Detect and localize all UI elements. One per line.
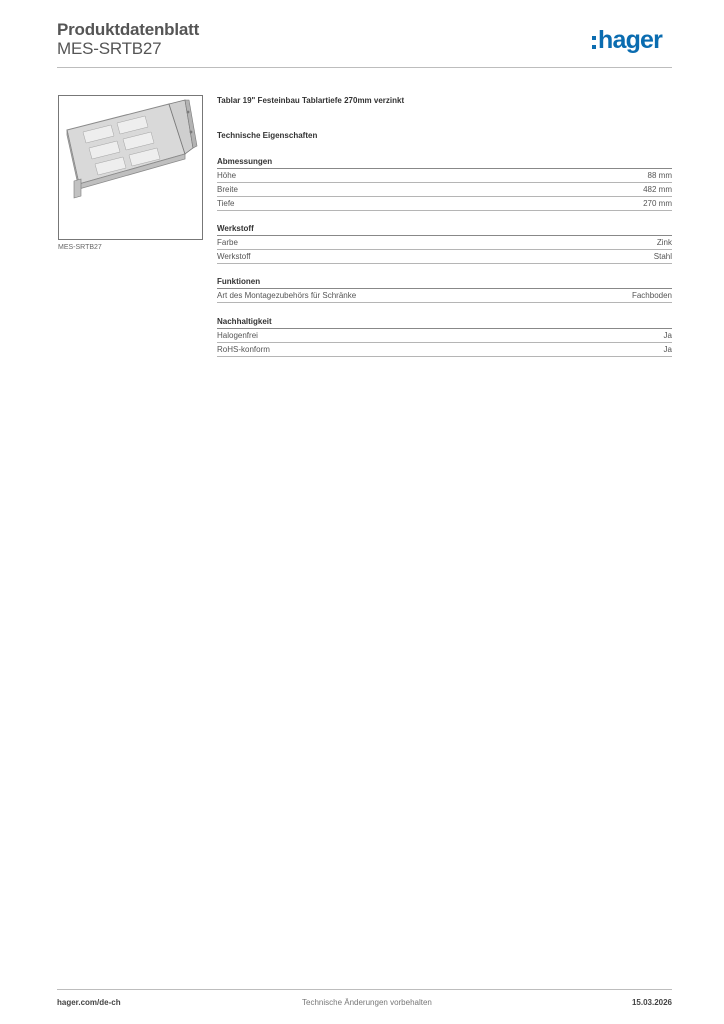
spec-label: Breite: [217, 185, 238, 194]
spec-row: [217, 329, 672, 343]
section-title-dimensions: Abmessungen: [217, 157, 273, 166]
header-divider: [57, 67, 672, 68]
spec-label: Werkstoff: [217, 252, 251, 261]
shelf-illustration-icon: [59, 96, 202, 239]
spec-label: Tiefe: [217, 199, 235, 208]
spec-row: [217, 169, 672, 183]
spec-value: 482 mm: [643, 185, 672, 194]
spec-value: Fachboden: [631, 291, 672, 300]
section-title-functions: Funktionen: [217, 277, 261, 286]
footer-website-link[interactable]: hager.com/de-ch: [57, 998, 121, 1007]
spec-label: Art des Montagezubehörs für Schränke: [217, 291, 357, 300]
spec-row: [217, 183, 672, 197]
page-title: Produktdatenblatt: [57, 20, 200, 39]
spec-value: 88 mm: [647, 171, 672, 180]
spec-row: [217, 236, 672, 250]
spec-row: [217, 197, 672, 211]
spec-row: [217, 289, 672, 303]
product-description: Tablar 19" Festeinbau Tablartiefe 270mm verzinkt: [217, 96, 405, 105]
logo-text: hager: [598, 26, 663, 54]
spec-label: Halogenfrei: [217, 331, 258, 340]
section-title-material: Werkstoff: [217, 224, 254, 233]
footer-divider: [57, 989, 672, 990]
spec-row: [217, 250, 672, 264]
spec-label: Farbe: [217, 238, 238, 247]
footer-notice: Technische Änderungen vorbehalten: [302, 998, 432, 1007]
logo-dots-icon: [592, 36, 596, 51]
spec-label: RoHS-konform: [217, 345, 270, 354]
spec-value: 270 mm: [643, 199, 672, 208]
footer-date: 15.03.2026: [631, 998, 672, 1007]
spec-value: Ja: [663, 345, 672, 354]
product-code: MES-SRTB27: [57, 39, 162, 58]
product-caption: MES-SRTB27: [58, 244, 102, 251]
spec-row: [217, 343, 672, 357]
section-title-sustainability: Nachhaltigkeit: [217, 317, 272, 326]
spec-value: Ja: [663, 331, 672, 340]
spec-label: Höhe: [217, 171, 237, 180]
product-image: [58, 95, 203, 240]
spec-value: Stahl: [653, 252, 672, 261]
spec-value: Zink: [656, 238, 672, 247]
tech-properties-heading: Technische Eigenschaften: [217, 131, 318, 140]
